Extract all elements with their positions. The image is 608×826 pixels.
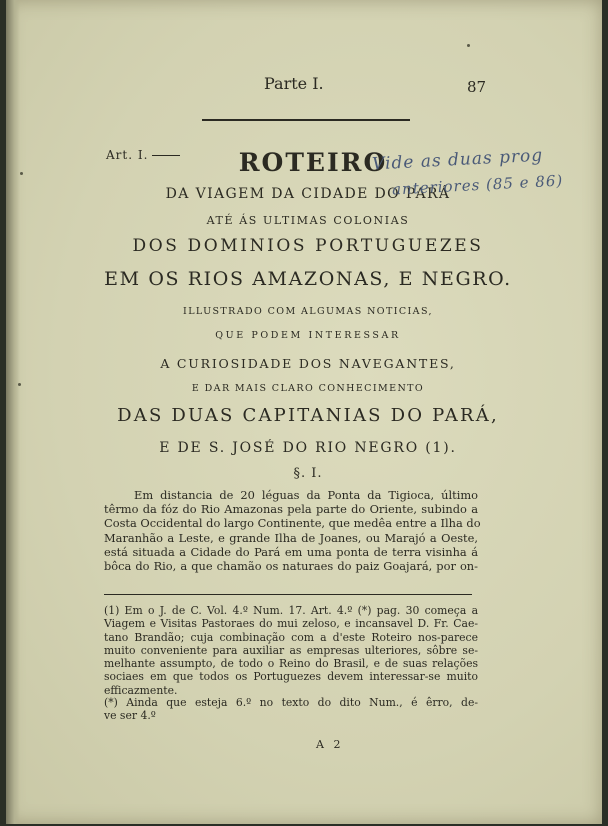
footnote-line: melhante assumpto, de todo o Reino do Brasil, e de suas relações: [104, 657, 478, 671]
footnote-1: [104, 604, 478, 697]
running-title: Parte I.: [264, 74, 324, 93]
footnote-line: ve ser 4.º: [104, 709, 156, 723]
title-line-6: ILLUSTRADO COM ALGUMAS NOTICIAS,: [183, 306, 433, 317]
footnote-line: muito conveniente para auxiliar as empresas ulteriores, sôbre se-: [104, 643, 478, 657]
handwritten-annotation: [370, 145, 585, 210]
body-line: está situada a Cidade do Pará em uma ponta de terra visinha á: [104, 544, 478, 559]
page-header: [6, 74, 602, 98]
body-paragraph: [104, 488, 481, 574]
margin-speck: [20, 172, 23, 175]
body-line: Costa Occidental do largo Continente, que medêa entre a Ilha do: [104, 516, 481, 531]
title-line-9: E DAR MAIS CLARO CONHECIMENTO: [191, 383, 425, 394]
body-line: bôca do Rio, a que chamão os naturaes do paiz Goajará, por on-: [104, 559, 478, 574]
title-line-11: E DE S. JOSÉ DO RIO NEGRO (1).: [159, 440, 457, 456]
body-line: têrmo da fóz do Rio Amazonas pela parte do Oriente, subindo a: [104, 502, 478, 517]
title-main: ROTEIRO: [238, 148, 388, 177]
signature-mark: A 2: [316, 738, 344, 751]
footnote-line: Viagem e Visitas Pastoraes do mui zeloso, e incansavel D. Fr. Cae-: [104, 617, 478, 631]
footnote-line: (*) Ainda que esteja 6.º no texto do dito Num., é êrro, de-: [104, 696, 478, 709]
footnote-rule: [104, 594, 472, 595]
footnote-line: (1) Em o J. de C. Vol. 4.º Num. 17. Art. 4.º (*) pag. 30 começa a: [104, 604, 478, 617]
footnote-2: [104, 696, 478, 723]
section-mark: §. I.: [293, 466, 323, 481]
article-label-text: Art. I.: [106, 148, 149, 162]
title-line-8: A CURIOSIDADE DOS NAVEGANTES,: [160, 356, 456, 371]
body-line: Em distancia de 20 léguas da Ponta da Tigioca, último: [134, 488, 478, 502]
title-line-10: DAS DUAS CAPITANIAS DO PARÁ,: [117, 405, 499, 426]
page-number: 87: [467, 78, 487, 96]
book-page: [6, 0, 602, 824]
footnote-line: tano Brandão; cuja combinação com a d'este Roteiro nos-parece: [104, 630, 478, 644]
title-line-2: DA VIAGEM DA CIDADE DO PARÁ: [165, 186, 451, 202]
page-speck: [467, 44, 470, 47]
body-line: Maranhão a Leste, e grande Ilha de Joanes, ou Marajó a Oeste,: [104, 530, 478, 545]
margin-speck: [18, 383, 21, 386]
title-line-7: QUE PODEM INTERESSAR: [215, 330, 401, 341]
header-rule: [202, 119, 410, 121]
footnote-line: sociaes em que todos os Portuguezes devem interessar-se muito: [104, 670, 478, 684]
title-line-3: ATÉ ÁS ULTIMAS COLONIAS: [206, 214, 410, 227]
handwritten-line-2: anteriores (85 e 86): [391, 171, 564, 199]
handwritten-line-1: Vide as duas prog: [371, 145, 544, 175]
footnote-line: efficazmente.: [104, 683, 178, 697]
title-line-5: EM OS RIOS AMAZONAS, E NEGRO.: [104, 268, 512, 290]
title-line-4: DOS DOMINIOS PORTUGUEZES: [132, 236, 484, 256]
